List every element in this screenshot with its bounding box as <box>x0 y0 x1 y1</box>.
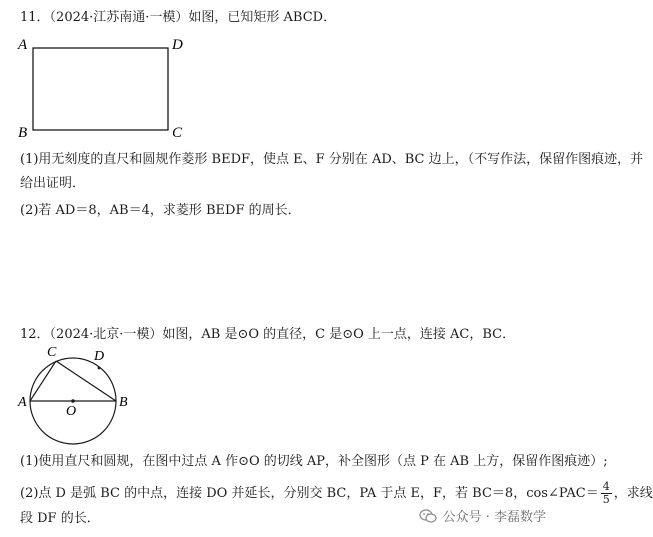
q11-part1-line2: 给出证明． <box>20 176 86 191</box>
label-d: D <box>172 37 183 53</box>
q12-circle-figure <box>14 344 144 448</box>
label-b: B <box>119 395 128 410</box>
q11-rectangle-figure <box>14 36 194 144</box>
fraction-denominator: 5 <box>602 493 610 506</box>
q12-part2-post: ，求线 <box>613 486 653 501</box>
q12-part2-line2: 段 DF 的长． <box>20 511 100 526</box>
label-a: A <box>18 395 27 410</box>
rectangle-abcd <box>33 48 168 130</box>
label-b: B <box>18 125 28 141</box>
cos-fraction <box>601 481 612 506</box>
q11-part1-line1: (1)用无刻度的直尺和圆规作菱形 BEDF，使点 E、F 分别在 AD、BC 边上，（不写作法，保留作图痕迹，并 <box>20 152 644 167</box>
q12-stem: 12．（2024·北京·一模）如图，AB 是⊙O 的直径，C 是⊙O 上一点，连接 AC，BC． <box>20 327 516 342</box>
label-c: C <box>172 125 183 141</box>
wechat-icon <box>419 509 437 523</box>
q11-part2: (2)若 AD＝8，AB＝4，求菱形 BEDF 的周长． <box>20 203 301 218</box>
point-d-dot <box>98 367 101 370</box>
watermark-text: 公众号 · 李磊数学 <box>442 510 546 525</box>
center-dot <box>71 399 75 403</box>
q12-part2-pre: (2)点 D 是弧 BC 的中点，连接 DO 并延长，分别交 BC，PA 于点 E，F，若 BC＝8，cos∠PAC＝ <box>20 486 599 501</box>
q12-part2-line1 <box>20 481 653 506</box>
watermark <box>419 506 546 525</box>
fraction-numerator: 4 <box>602 480 610 493</box>
q11-stem: 11．（2024·江苏南通·一模）如图，已知矩形 ABCD． <box>20 10 337 25</box>
label-c: C <box>47 345 57 360</box>
q12-part1: (1)使用直尺和圆规，在图中过点 A 作⊙O 的切线 AP，补全图形（点 P 在 AB 上方，保留作图痕迹）; <box>20 454 608 469</box>
chord-bc <box>56 361 116 401</box>
chord-ac <box>30 361 56 401</box>
label-a: A <box>18 37 28 53</box>
label-o: O <box>66 404 77 419</box>
label-d: D <box>94 349 105 364</box>
